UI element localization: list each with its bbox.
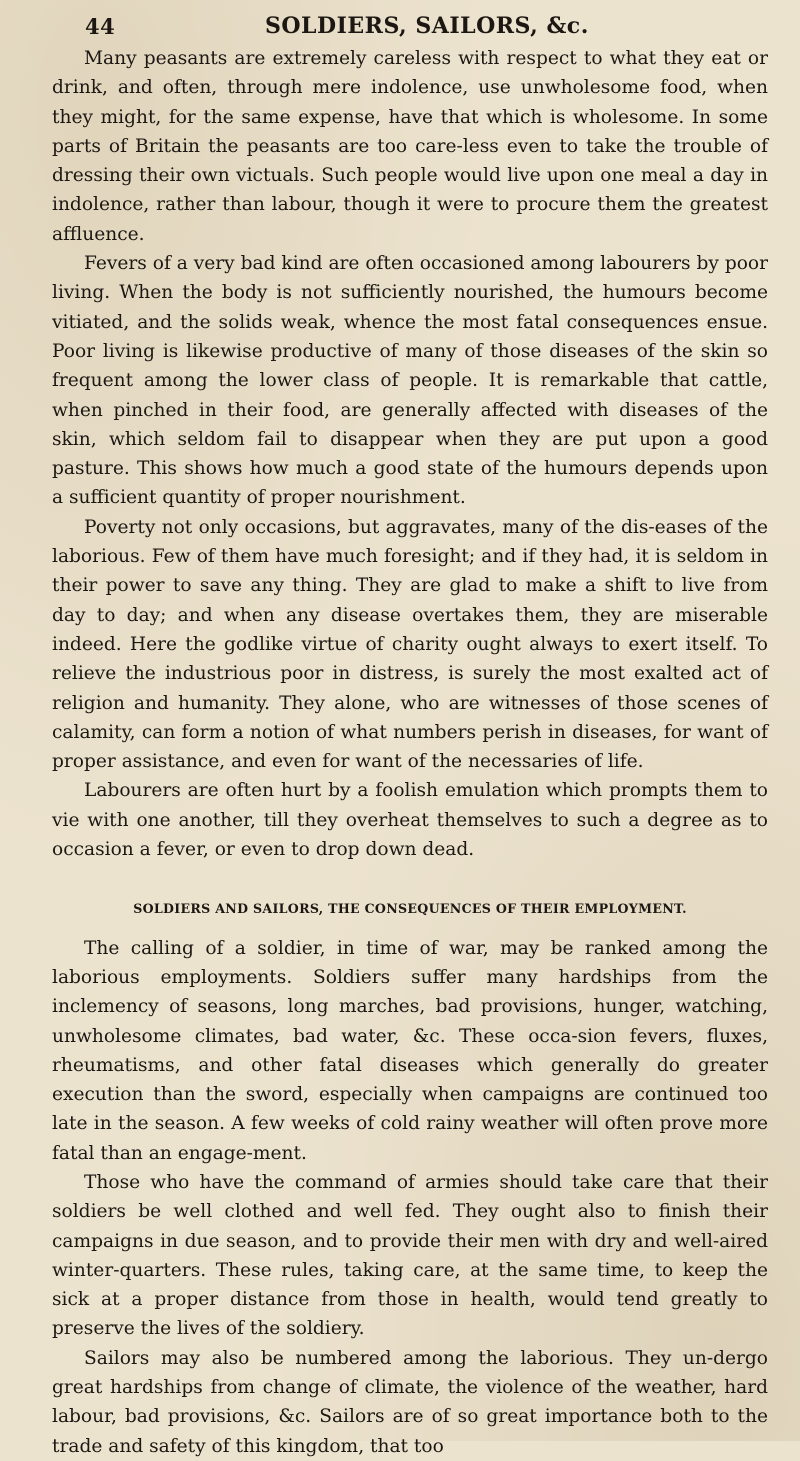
paragraph-sailors: Sailors may also be numbered among the laborious. They un-dergo great hardships from change of climate, the violence of the weather, hard labour, bad provisions, &c. Sailors are of so great importance both to the trade and safety of this kingdom, that too: [52, 1347, 768, 1457]
paragraph-labourers: Labourers are often hurt by a foolish emulation which prompts them to vie with one another, till they overheat themselves to such a degree as to occasion a fever, or even to drop down dead.: [52, 780, 768, 861]
paragraph-poverty: Poverty not only occasions, but aggravates, many of the dis-eases of the laborious. Few of them have much foresight; and if they had, it is seldom in their power to save any thing. They are glad to make a shift to live from day to day; and when any disease overtakes them, they are miserable indeed. Here the godlike virtue of charity ought always to exert itself. To relieve the industrious poor in distress, is surely the most exalted act of religion and humanity. They alone, who are witnesses of those scenes of calamity, can form a notion of what numbers perish in diseases, for want of proper assistance, and even for want of the necessaries of life.: [52, 516, 768, 773]
paragraph-fevers: Fevers of a very bad kind are often occasioned among labourers by poor living. When the body is not sufficiently nourished, the humours become vitiated, and the solids weak, whence the most fatal consequences ensue. Poor living is likewise productive of many of those diseases of the skin so frequent among the lower class of people. It is remarkable that cattle, when pinched in their food, are generally affected with diseases of the skin, which seldom fail to disappear when they are put upon a good pasture. This shows how much a good state of the humours depends upon a sufficient quantity of proper nourishment.: [52, 253, 768, 509]
page-number: 44: [85, 13, 116, 39]
section-heading: SOLDIERS AND SAILORS, THE CONSEQUENCES OF THEIR EMPLOYMENT.: [133, 901, 687, 917]
running-title: SOLDIERS, SAILORS, &c.: [265, 13, 589, 39]
body-text: [52, 44, 768, 1461]
running-head: [85, 8, 725, 44]
paragraph-soldier-calling: The calling of a soldier, in time of war, may be ranked among the laborious employments. Soldiers suffer many hardships from the inclemency of seasons, long marches, bad provisions, hunger, watching, unwholesome climates, bad water, &c. These occa-sion fevers, fluxes, rheumatisms, and other fatal diseases which generally do greater execution than the sword, especially when campaigns are continued too late in the season. A few weeks of cold rainy weather will often prove more fatal than an engage-ment.: [52, 937, 768, 1164]
paragraph-army-command: Those who have the command of armies should take care that their soldiers be well clothed and well fed. They ought also to finish their campaigns in due season, and to provide their men with dry and well-aired winter-quarters. These rules, taking care, at the same time, to keep the sick at a proper distance from those in health, would tend greatly to preserve the lives of the soldiery.: [52, 1171, 768, 1340]
paragraph-peasants: Many peasants are extremely careless with respect to what they eat or drink, and often, through mere indolence, use unwholesome food, when they might, for the same expense, have that which is wholesome. In some parts of Britain the peasants are too care-less even to take the trouble of dressing their own victuals. Such people would live upon one meal a day in indolence, rather than labour, though it were to procure them the greatest affluence.: [52, 48, 768, 245]
